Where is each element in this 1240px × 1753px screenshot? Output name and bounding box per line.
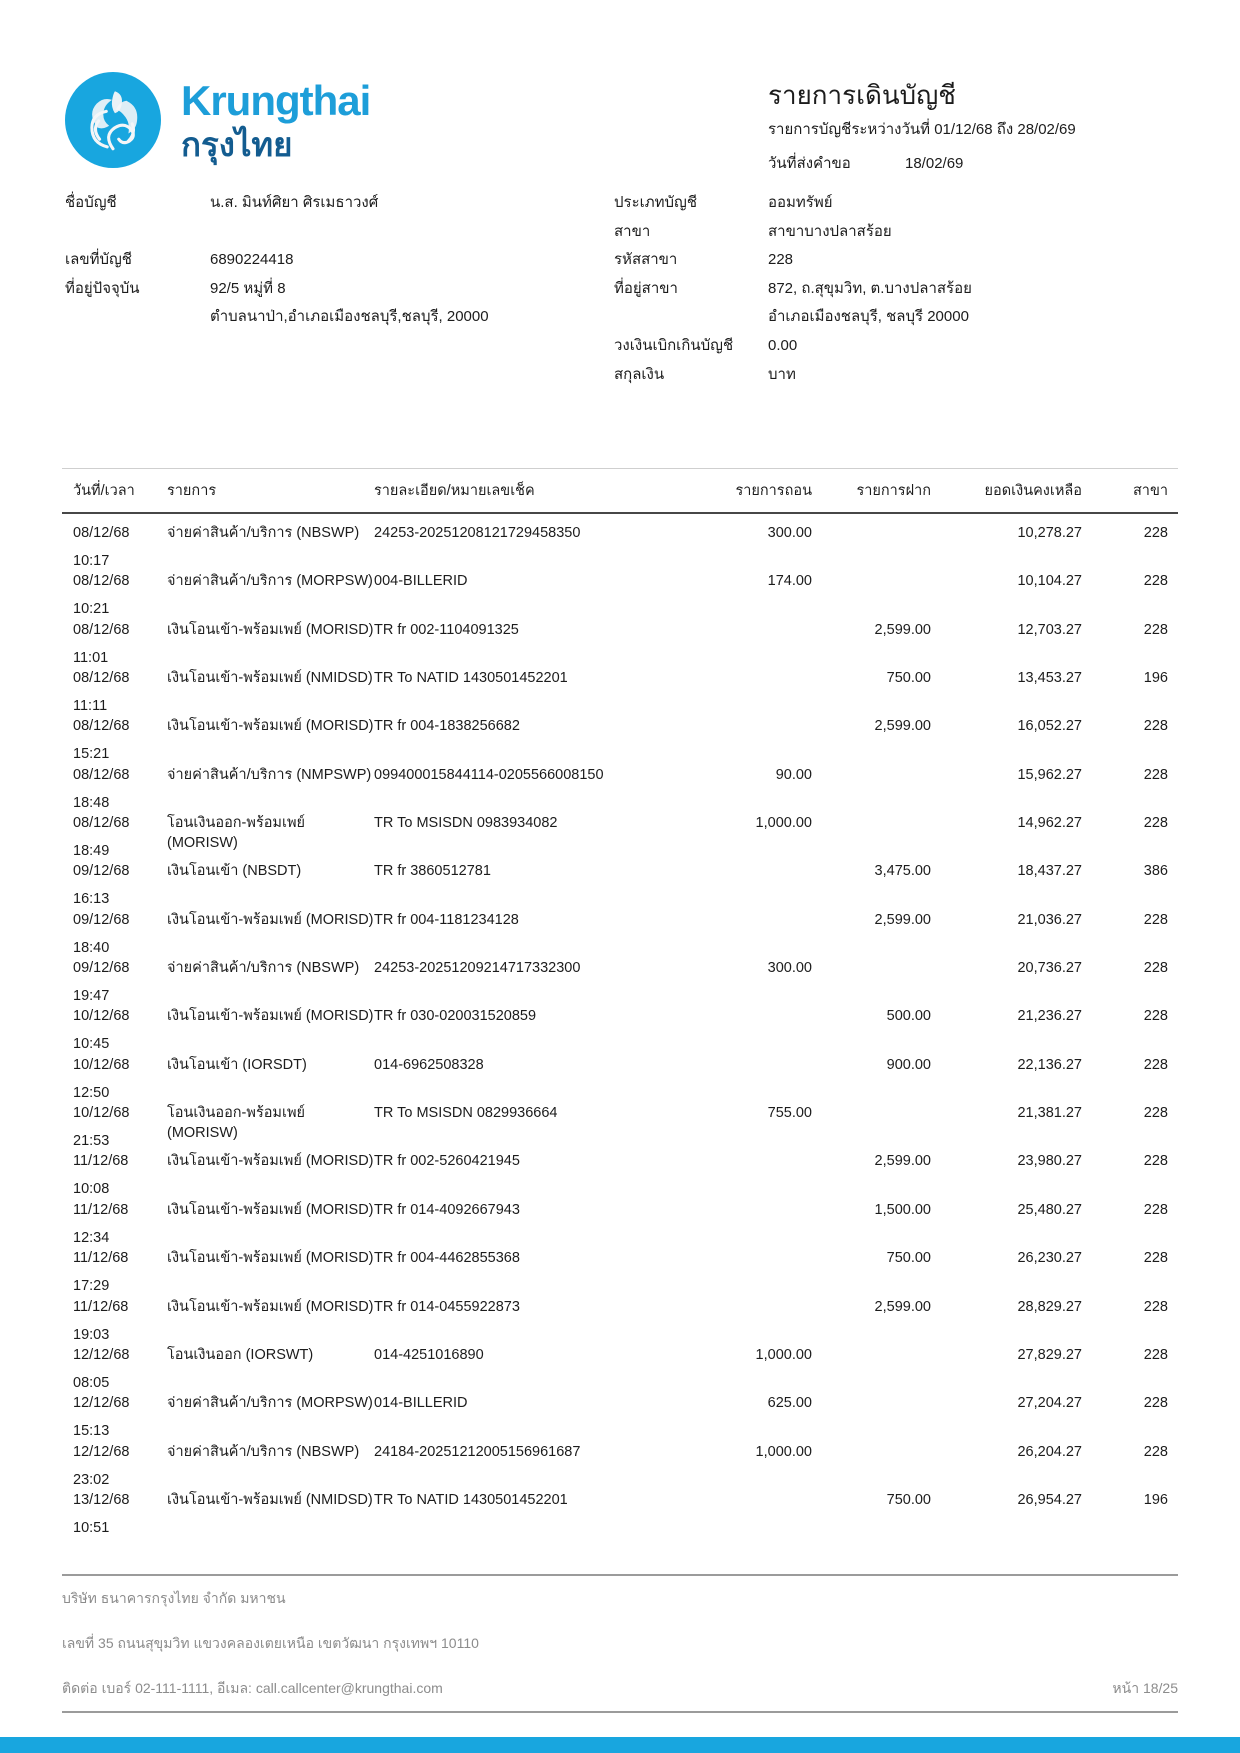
info-value: น.ส. มินท์ศิยา ศิรเมธาวงศ์	[210, 194, 379, 211]
date-time-cell	[62, 1442, 167, 1490]
date-time-cell	[62, 1103, 167, 1151]
transaction-time: 18:48	[73, 794, 110, 811]
withdrawal-amount: 90.00	[775, 766, 812, 783]
branch-code: 228	[1143, 815, 1168, 832]
deposit-amount: 2,599.00	[874, 911, 931, 928]
info-value: 6890224418	[210, 251, 294, 269]
transaction-row	[62, 1288, 1178, 1343]
deposit-amount: 3,475.00	[874, 863, 931, 880]
balance-amount: 27,829.27	[1017, 1346, 1082, 1363]
transaction-time: 18:40	[73, 939, 110, 956]
transaction-row	[62, 1142, 1178, 1198]
transaction-date: 08/12/68	[73, 766, 130, 783]
transaction-date: 12/12/68	[73, 1395, 130, 1412]
info-row	[65, 250, 605, 279]
transaction-detail: 014-4251016890	[374, 1346, 484, 1363]
transaction-description: เงินโอนเข้า-พร้อมเพย์ (MORISD)	[167, 1008, 374, 1025]
transaction-date: 11/12/68	[73, 1153, 129, 1170]
transaction-row	[62, 611, 1178, 666]
transaction-time: 10:17	[73, 553, 110, 569]
withdrawal-amount: 1,000.00	[755, 1346, 812, 1363]
transaction-description: จ่ายค่าสินค้า/บริการ (NMPSWP)	[167, 766, 372, 783]
transaction-time: 11:01	[73, 649, 109, 666]
transaction-time: 19:03	[73, 1326, 110, 1343]
transaction-detail: TR To MSISDN 0829936664	[374, 1105, 558, 1122]
transaction-detail: TR fr 004-1838256682	[374, 718, 520, 735]
branch-code: 228	[1143, 960, 1168, 977]
date-time-cell	[62, 910, 167, 958]
transaction-description: เงินโอนเข้า-พร้อมเพย์ (MORISD)	[167, 1298, 374, 1315]
deposit-amount: 750.00	[886, 670, 931, 687]
transaction-detail: TR fr 002-5260421945	[374, 1153, 520, 1170]
withdrawal-amount: 174.00	[767, 573, 812, 590]
transaction-row	[62, 659, 1178, 715]
balance-amount: 10,104.27	[1017, 573, 1082, 590]
statement-header	[768, 78, 1180, 174]
transaction-date: 09/12/68	[73, 960, 130, 977]
balance-amount: 21,036.27	[1017, 911, 1082, 928]
branch-code: 228	[1143, 766, 1168, 783]
transaction-description: จ่ายค่าสินค้า/บริการ (NBSWP)	[167, 1443, 360, 1460]
deposit-amount: 750.00	[886, 1250, 931, 1267]
wordmark-th: กรุงไทย	[181, 126, 293, 163]
transaction-description: เงินโอนเข้า-พร้อมเพย์ (MORISD)	[167, 621, 374, 638]
transaction-description: จ่ายค่าสินค้า/บริการ (NBSWP)	[167, 960, 360, 977]
transaction-date: 08/12/68	[73, 525, 130, 541]
branch-code: 228	[1143, 1153, 1168, 1170]
info-row	[65, 307, 605, 336]
deposit-amount: 2,599.00	[874, 1298, 931, 1315]
info-label: รหัสสาขา	[614, 251, 678, 269]
transaction-row	[62, 1094, 1178, 1150]
bottom-accent-bar	[0, 1737, 1240, 1753]
request-date-row	[768, 154, 1180, 174]
date-time-cell	[62, 620, 167, 668]
transaction-description: เงินโอนเข้า-พร้อมเพย์ (MORISD)	[167, 1250, 374, 1267]
transaction-time: 23:02	[73, 1471, 110, 1488]
transaction-row	[62, 562, 1178, 618]
transaction-row	[62, 1336, 1178, 1391]
info-label: ประเภทบัญชี	[614, 194, 698, 211]
transaction-row	[62, 949, 1178, 1005]
deposit-amount: 2,599.00	[874, 1153, 931, 1170]
balance-amount: 26,230.27	[1017, 1250, 1082, 1267]
info-label: วงเงินเบิกเกินบัญชี	[614, 336, 734, 354]
transaction-date: 13/12/68	[73, 1491, 130, 1508]
transaction-description: จ่ายค่าสินค้า/บริการ (MORPSW)	[167, 1395, 373, 1412]
branch-code: 228	[1143, 1346, 1168, 1363]
date-time-cell	[62, 1345, 167, 1393]
column-header: รายการถอน	[735, 483, 812, 499]
transaction-description: เงินโอนเข้า-พร้อมเพย์ (MORISD)	[167, 1201, 374, 1218]
balance-amount: 22,136.27	[1017, 1056, 1082, 1073]
deposit-amount: 1,500.00	[874, 1201, 931, 1218]
balance-amount: 26,954.27	[1017, 1491, 1082, 1508]
table-body	[62, 514, 1178, 1536]
transaction-time: 19:47	[73, 988, 110, 1005]
branch-code: 228	[1143, 1443, 1168, 1460]
statement-footer	[62, 1574, 1178, 1713]
transaction-time: 10:45	[73, 1036, 110, 1053]
transaction-detail: TR fr 014-0455922873	[374, 1298, 520, 1315]
info-value: ตำบลนาป่า,อำเภอเมืองชลบุรี,ชลบุรี, 20000	[210, 308, 489, 326]
transaction-detail: TR To NATID 1430501452201	[374, 1491, 568, 1508]
transaction-description: โอนเงินออก (IORSWT)	[167, 1346, 314, 1363]
transaction-description: โอนเงินออก-พร้อมเพย์ (MORISW)	[167, 1105, 306, 1142]
request-date-label: วันที่ส่งคำขอ	[768, 155, 851, 172]
info-row	[614, 250, 1180, 279]
balance-amount: 20,736.27	[1017, 960, 1082, 977]
branch-code: 386	[1143, 863, 1168, 880]
info-value: บาท	[768, 365, 796, 383]
deposit-amount: 500.00	[886, 1008, 931, 1025]
info-row	[614, 307, 1180, 336]
account-info-right	[614, 193, 1180, 393]
branch-code: 228	[1143, 911, 1168, 928]
transaction-date: 08/12/68	[73, 573, 130, 590]
branch-code: 228	[1143, 1201, 1168, 1218]
branch-code: 228	[1143, 1105, 1168, 1122]
transaction-row	[62, 1239, 1178, 1295]
date-time-cell	[62, 1055, 167, 1103]
transaction-row	[62, 1433, 1178, 1488]
date-time-cell	[62, 571, 167, 619]
info-row	[614, 222, 1180, 251]
balance-amount: 10,278.27	[1017, 525, 1082, 541]
transaction-detail: TR fr 030-020031520859	[374, 1008, 537, 1025]
krungthai-logo	[65, 72, 370, 168]
transaction-detail: TR To MSISDN 0983934082	[374, 815, 558, 832]
info-label: เลขที่บัญชี	[65, 251, 132, 269]
info-row	[614, 279, 1180, 308]
info-label: ที่อยู่ปัจจุบัน	[65, 279, 140, 297]
info-row	[65, 222, 605, 251]
page-number: หน้า 18/25	[1112, 1679, 1178, 1696]
date-time-cell	[62, 1200, 167, 1248]
transaction-time: 21:53	[73, 1133, 110, 1150]
transaction-description: เงินโอนเข้า-พร้อมเพย์ (MORISD)	[167, 1153, 374, 1170]
transaction-description: เงินโอนเข้า-พร้อมเพย์ (MORISD)	[167, 718, 374, 735]
info-row	[614, 193, 1180, 222]
transaction-detail: TR fr 004-1181234128	[374, 911, 519, 928]
transaction-time: 08:05	[73, 1374, 110, 1391]
footer-contact: ติดต่อ เบอร์ 02-111-1111, อีเมล: call.callcenter@krungthai.com	[62, 1679, 443, 1696]
transaction-date: 11/12/68	[73, 1250, 129, 1267]
footer-company: บริษัท ธนาคารกรุงไทย จำกัด มหาชน	[62, 1589, 286, 1606]
balance-amount: 16,052.27	[1017, 718, 1082, 735]
column-header: วันที่/เวลา	[73, 483, 135, 499]
transactions-table	[62, 468, 1178, 1536]
footer-contact-row	[62, 1666, 1178, 1711]
footer-address: เลขที่ 35 ถนนสุขุมวิท แขวงคลองเตยเหนือ เขตวัฒนา กรุงเทพฯ 10110	[62, 1634, 479, 1651]
transaction-detail: 24184-20251212005156961687	[374, 1443, 581, 1460]
transaction-detail: TR fr 004-4462855368	[374, 1250, 520, 1267]
branch-code: 196	[1143, 1491, 1168, 1508]
request-date-value: 18/02/69	[905, 155, 964, 172]
info-value: 872, ถ.สุขุมวิท, ต.บางปลาสร้อย	[768, 279, 972, 297]
deposit-amount: 900.00	[886, 1056, 931, 1073]
transaction-time: 18:49	[73, 843, 110, 860]
transaction-description: เงินโอนเข้า (IORSDT)	[167, 1056, 307, 1073]
transaction-detail: TR fr 002-1104091325	[374, 621, 519, 638]
balance-amount: 14,962.27	[1017, 815, 1082, 832]
balance-amount: 18,437.27	[1017, 863, 1082, 880]
transaction-description: จ่ายค่าสินค้า/บริการ (MORPSW)	[167, 573, 373, 590]
info-row	[65, 279, 605, 308]
balance-amount: 15,962.27	[1017, 766, 1082, 783]
transaction-time: 10:08	[73, 1181, 110, 1198]
date-time-cell	[62, 716, 167, 764]
branch-code: 228	[1143, 525, 1168, 541]
transaction-row	[62, 1191, 1178, 1246]
transaction-date: 10/12/68	[73, 1056, 130, 1073]
branch-code: 228	[1143, 1250, 1168, 1267]
transaction-row	[62, 514, 1178, 569]
date-time-cell	[62, 1297, 167, 1345]
transaction-description: จ่ายค่าสินค้า/บริการ (NBSWP)	[167, 525, 360, 541]
date-time-cell	[62, 765, 167, 813]
withdrawal-amount: 625.00	[767, 1395, 812, 1412]
statement-title: รายการเดินบัญชี	[768, 80, 956, 110]
column-header: รายการ	[167, 483, 217, 499]
transaction-time: 12:50	[73, 1084, 110, 1101]
info-label: สาขา	[614, 222, 651, 240]
balance-amount: 27,204.27	[1017, 1395, 1082, 1412]
deposit-amount: 2,599.00	[874, 621, 931, 638]
transaction-date: 11/12/68	[73, 1298, 129, 1315]
transaction-detail: 24253-20251209214717332300	[374, 960, 581, 977]
balance-amount: 28,829.27	[1017, 1298, 1082, 1315]
branch-code: 228	[1143, 1395, 1168, 1412]
transaction-description: เงินโอนเข้า-พร้อมเพย์ (MORISD)	[167, 911, 374, 928]
statement-period: รายการบัญชีระหว่างวันที่ 01/12/68 ถึง 28/02/69	[768, 121, 1076, 138]
transaction-time: 11:11	[73, 698, 108, 715]
info-row	[614, 336, 1180, 365]
date-time-cell	[62, 1006, 167, 1054]
transaction-detail: TR To NATID 1430501452201	[374, 670, 568, 687]
wordmark-en: Krungthai	[181, 77, 371, 124]
balance-amount: 13,453.27	[1017, 670, 1082, 687]
transaction-row	[62, 804, 1178, 860]
transaction-row	[62, 1481, 1178, 1536]
transaction-description: เงินโอนเข้า (NBSDT)	[167, 863, 302, 880]
transaction-description: เงินโอนเข้า-พร้อมเพย์ (NMIDSD)	[167, 1491, 373, 1508]
withdrawal-amount: 300.00	[767, 960, 812, 977]
date-time-cell	[62, 958, 167, 1006]
info-row	[65, 193, 605, 222]
transaction-date: 12/12/68	[73, 1346, 130, 1363]
balance-amount: 21,236.27	[1017, 1008, 1082, 1025]
transaction-row	[62, 852, 1178, 908]
transaction-detail: 004-BILLERID	[374, 573, 468, 590]
krungthai-bird-icon	[65, 72, 161, 168]
transaction-detail: 099400015844114-0205566008150	[374, 766, 604, 783]
info-value: 0.00	[768, 336, 798, 354]
column-header: รายละเอียด/หมายเลขเช็ค	[374, 483, 535, 499]
transaction-row	[62, 1384, 1178, 1440]
info-label: ที่อยู่สาขา	[614, 279, 678, 297]
transaction-detail: 014-BILLERID	[374, 1395, 468, 1412]
transaction-time: 16:13	[73, 891, 110, 908]
transaction-description: เงินโอนเข้า-พร้อมเพย์ (NMIDSD)	[167, 670, 373, 687]
branch-code: 196	[1143, 670, 1168, 687]
transaction-time: 17:29	[73, 1278, 110, 1295]
deposit-amount: 2,599.00	[874, 718, 931, 735]
deposit-amount: 750.00	[886, 1491, 931, 1508]
date-time-cell	[62, 1490, 167, 1538]
branch-code: 228	[1143, 718, 1168, 735]
table-header-row	[62, 468, 1178, 514]
date-time-cell	[62, 523, 167, 571]
krungthai-wordmark	[181, 72, 370, 168]
transaction-date: 11/12/68	[73, 1201, 129, 1218]
column-header: รายการฝาก	[856, 483, 931, 499]
info-value: 228	[768, 251, 794, 269]
transaction-row	[62, 997, 1178, 1053]
balance-amount: 12,703.27	[1017, 621, 1082, 638]
info-row	[614, 365, 1180, 394]
transaction-time: 10:21	[73, 601, 110, 618]
branch-code: 228	[1143, 1008, 1168, 1025]
transaction-detail: TR fr 014-4092667943	[374, 1201, 520, 1218]
transaction-date: 08/12/68	[73, 815, 130, 832]
column-header: สาขา	[1132, 483, 1168, 499]
date-time-cell	[62, 813, 167, 861]
transaction-date: 12/12/68	[73, 1443, 130, 1460]
transaction-row	[62, 707, 1178, 763]
transaction-time: 15:13	[73, 1423, 110, 1440]
transaction-date: 08/12/68	[73, 718, 130, 735]
info-value: ออมทรัพย์	[768, 194, 833, 211]
transaction-date: 08/12/68	[73, 670, 130, 687]
transaction-time: 15:21	[73, 746, 110, 763]
column-header: ยอดเงินคงเหลือ	[984, 483, 1082, 499]
balance-amount: 23,980.27	[1017, 1153, 1082, 1170]
balance-amount: 21,381.27	[1017, 1105, 1082, 1122]
withdrawal-amount: 1,000.00	[755, 815, 812, 832]
date-time-cell	[62, 1151, 167, 1199]
transaction-time: 12:34	[73, 1229, 110, 1246]
info-label: ชื่อบัญชี	[65, 194, 117, 211]
info-value: 92/5 หมู่ที่ 8	[210, 279, 286, 297]
branch-code: 228	[1143, 1056, 1168, 1073]
branch-code: 228	[1143, 621, 1168, 638]
info-value: อำเภอเมืองชลบุรี, ชลบุรี 20000	[768, 308, 969, 326]
withdrawal-amount: 1,000.00	[755, 1443, 812, 1460]
branch-code: 228	[1143, 1298, 1168, 1315]
balance-amount: 25,480.27	[1017, 1201, 1082, 1218]
withdrawal-amount: 300.00	[767, 525, 812, 541]
transaction-row	[62, 756, 1178, 811]
transaction-date: 10/12/68	[73, 1105, 130, 1122]
transaction-detail: 24253-20251208121729458350	[374, 525, 581, 541]
transaction-date: 10/12/68	[73, 1008, 130, 1025]
transaction-time: 10:51	[73, 1519, 110, 1536]
transaction-date: 08/12/68	[73, 621, 130, 638]
date-time-cell	[62, 668, 167, 716]
transaction-row	[62, 1046, 1178, 1101]
date-time-cell	[62, 861, 167, 909]
date-time-cell	[62, 1248, 167, 1296]
branch-code: 228	[1143, 573, 1168, 590]
transaction-date: 09/12/68	[73, 911, 130, 928]
transaction-date: 09/12/68	[73, 863, 130, 880]
info-label: สกุลเงิน	[614, 365, 665, 383]
transaction-detail: TR fr 3860512781	[374, 863, 491, 880]
transaction-description: โอนเงินออก-พร้อมเพย์ (MORISW)	[167, 815, 306, 852]
transaction-row	[62, 901, 1178, 956]
date-time-cell	[62, 1393, 167, 1441]
balance-amount: 26,204.27	[1017, 1443, 1082, 1460]
info-value: สาขาบางปลาสร้อย	[768, 222, 892, 240]
transaction-detail: 014-6962508328	[374, 1056, 484, 1073]
account-info-left	[65, 193, 605, 336]
withdrawal-amount: 755.00	[767, 1105, 812, 1122]
